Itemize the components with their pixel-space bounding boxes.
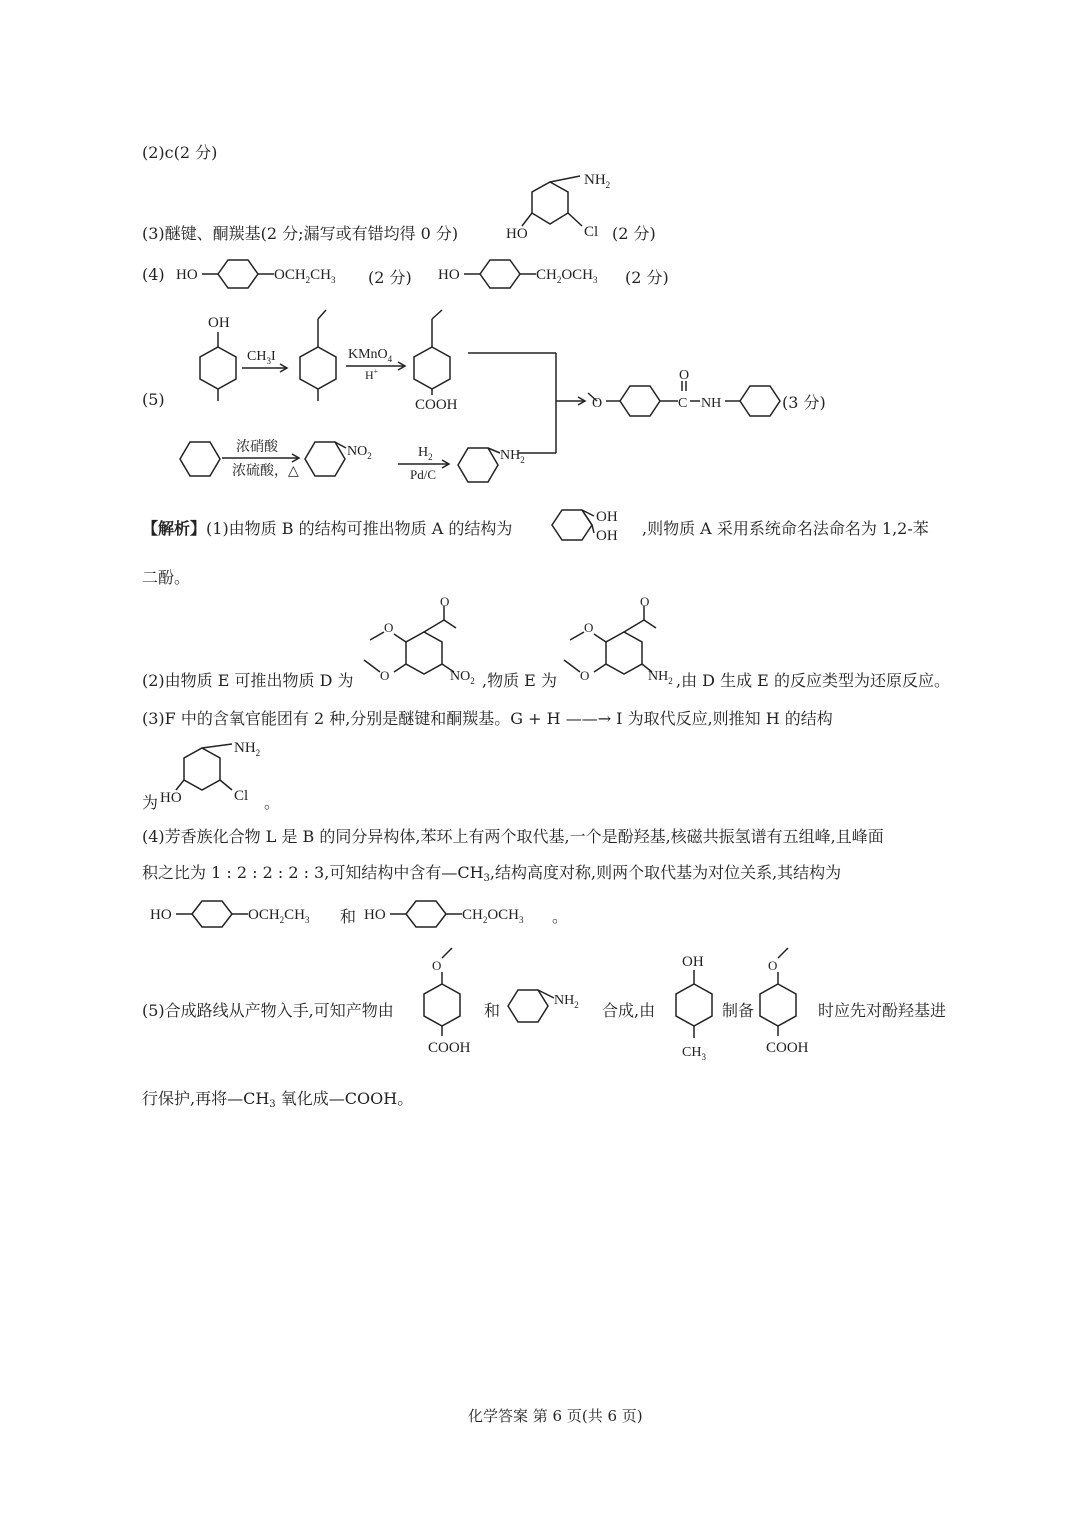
score-3: (2 分) [612, 224, 656, 243]
svg-text:NH2: $NH_2$ [234, 740, 261, 758]
analysis-2b: ,物质 E 为 [482, 671, 557, 690]
analysis-5c: 合成,由 [602, 1001, 656, 1020]
svg-text:O: O [640, 594, 650, 609]
svg-text:Cl: Cl [234, 788, 249, 804]
structure-h [152, 738, 262, 808]
svg-text:O: O [440, 594, 450, 609]
svg-text:COOH: COOH [766, 1040, 809, 1056]
svg-text:HO: HO [506, 226, 528, 242]
answer-3: (3)醚键、酮羰基(2 分;漏写或有错均得 0 分) [142, 224, 459, 243]
score-4b: (2 分) [625, 268, 669, 287]
svg-text:OCH2CH3: $OCH_2CH_3$ [248, 907, 310, 925]
analysis-2a: (2)由物质 E 可推出物质 D 为 [142, 671, 354, 690]
svg-text:CH2OCH3: $CH_2OCH_3$ [536, 267, 598, 285]
svg-text:NH2: $NH_2$ [584, 172, 611, 190]
svg-text:COOH: COOH [415, 397, 458, 413]
synthesis-route [160, 305, 860, 495]
svg-text:O: O [580, 668, 590, 683]
score-5: (3 分) [782, 393, 826, 412]
svg-text:HO: HO [438, 267, 460, 283]
answer-5-label: (5) [142, 390, 165, 409]
answer-4-label: (4) [142, 265, 165, 284]
svg-text:NO2: $NO_2$ [450, 669, 475, 686]
svg-text:HO: HO [160, 790, 182, 806]
svg-text:CH3I: $CH_3I$ [247, 349, 276, 366]
svg-text:浓硝酸: 浓硝酸 [236, 440, 278, 455]
analysis-3c: 。 [264, 793, 281, 812]
svg-text:O: O [432, 958, 442, 973]
analysis-4-and: 和 [340, 907, 357, 926]
answer-2: (2)c(2 分) [142, 143, 218, 162]
analysis-5b: 和 [484, 1001, 501, 1020]
svg-text:H+: H+ [365, 367, 379, 382]
svg-text:HO: HO [364, 907, 386, 923]
analysis-4b: 积之比为 1 : 2 : 2 : 2 : 3,可知结构中含有$—CH_3$,结构高度对称,则两个取代基为对位关系,其结构为 [142, 863, 842, 884]
analysis-1a: 【解析】(1)由物质 B 的结构可推出物质 A 的结构为 [142, 519, 513, 538]
structure-a-catechol [546, 505, 636, 545]
score-4a: (2 分) [368, 268, 412, 287]
page-footer: 化学答案 第 6 页(共 6 页) [468, 1407, 643, 1425]
analysis-3b: 为 [142, 793, 159, 812]
structure-e [556, 594, 696, 688]
svg-text:KMnO4: KMnO$_4$ [348, 347, 393, 364]
svg-text:CH3: $CH_3$ [682, 1045, 706, 1062]
svg-text:H2: $H_2$ [418, 445, 433, 462]
svg-text:COOH: COOH [428, 1040, 471, 1056]
structure-p-cresol [664, 946, 724, 1066]
svg-text:HO: HO [176, 267, 198, 283]
svg-text:C: C [678, 396, 688, 411]
svg-text:OH: OH [208, 315, 230, 331]
structure-l-1b [150, 900, 350, 940]
svg-text:OH: OH [596, 509, 618, 525]
svg-text:NH2: $NH_2$ [554, 993, 579, 1010]
svg-text:OCH2CH3: $OCH_2CH_3$ [274, 267, 336, 285]
analysis-4a: (4)芳香族化合物 L 是 B 的同分异构体,苯环上有两个取代基,一个是酚羟基,核磁共振氢谱有五组峰,且峰面 [142, 827, 884, 846]
svg-text:NH2: $NH_2$ [648, 669, 673, 686]
analysis-1c: 二酚。 [142, 568, 191, 587]
svg-text:O: O [380, 668, 390, 683]
analysis-3a: (3)F 中的含氧官能团有 2 种,分别是醚键和酮羰基。G + H ——→ I 为取代反应,则推知 H 的结构 [142, 709, 833, 728]
analysis-5d: 制备 [722, 1001, 755, 1020]
analysis-5e: 时应先对酚羟基进 [818, 1001, 947, 1020]
analysis-4-end: 。 [552, 907, 569, 926]
analysis-tag: 【解析】 [142, 519, 207, 538]
analysis-5f: 行保护,再将$—CH_3$ 氧化成—COOH。 [142, 1089, 414, 1110]
svg-text:浓硫酸，△: 浓硫酸，△ [232, 464, 299, 479]
analysis-5a: (5)合成路线从产物入手,可知产物由 [142, 1001, 394, 1020]
svg-text:O: O [768, 958, 778, 973]
svg-text:Pd/C: Pd/C [410, 467, 437, 482]
analysis-2c: ,由 D 生成 E 的反应类型为还原反应。 [676, 671, 950, 690]
svg-text:Cl: Cl [584, 224, 599, 240]
svg-text:O: O [592, 396, 603, 411]
svg-text:OH: OH [596, 528, 618, 544]
svg-text:NO2: $NO_2$ [347, 444, 372, 461]
structure-h-3 [500, 170, 610, 245]
structure-aniline [504, 984, 604, 1029]
svg-text:CH2OCH3: $CH_2OCH_3$ [462, 907, 524, 925]
structure-d [356, 594, 496, 688]
svg-text:NH: NH [701, 396, 722, 411]
svg-text:O: O [584, 620, 594, 635]
svg-text:O: O [679, 368, 690, 383]
svg-text:HO: HO [150, 907, 172, 923]
svg-text:OH: OH [682, 954, 704, 970]
svg-text:O: O [384, 620, 394, 635]
structure-l-2b [364, 900, 564, 940]
svg-text:NH2: $NH_2$ [500, 448, 525, 465]
analysis-1b: ,则物质 A 采用系统命名法命名为 1,2-苯 [642, 519, 929, 538]
